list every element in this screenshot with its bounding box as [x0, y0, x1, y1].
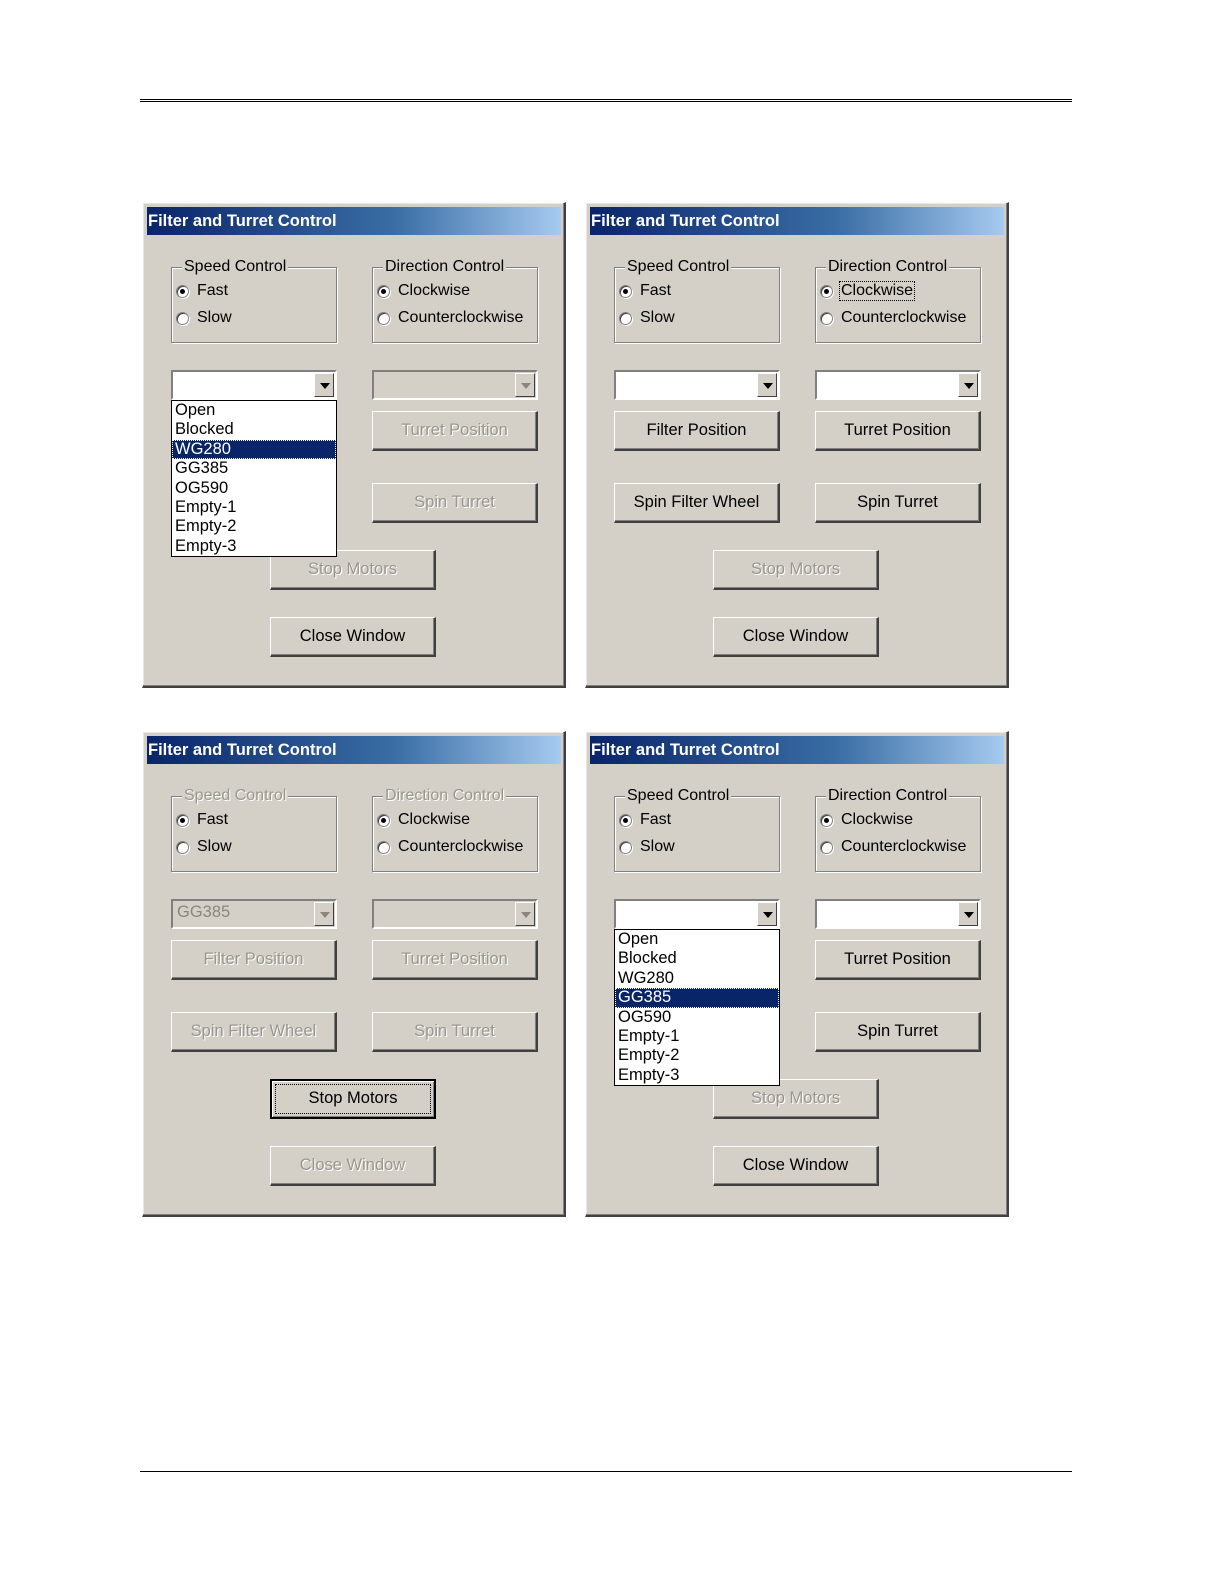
turret-position-button [372, 940, 538, 980]
close-window-button[interactable] [713, 1146, 879, 1186]
radio-option-clockwise[interactable] [377, 280, 471, 302]
spin-filter-wheel-button[interactable] [614, 483, 780, 523]
spin-turret-button-label: Spin Turret [414, 493, 495, 511]
radio-option-clockwise[interactable] [820, 280, 914, 302]
turret-select[interactable] [815, 899, 981, 929]
speed-control-group-label: Speed Control [184, 258, 287, 275]
radio-label: Slow [640, 309, 675, 326]
footer-rule [140, 1471, 1072, 1472]
dropdown-button[interactable] [958, 373, 978, 397]
filter-turret-dialog [142, 202, 566, 688]
stop-motors-button-label: Stop Motors [751, 1089, 840, 1107]
close-window-button-label: Close Window [742, 627, 849, 645]
speed-control-group-label: Speed Control [184, 787, 287, 804]
dropdown-button[interactable] [314, 373, 334, 397]
header-rule-secondary [140, 101, 1072, 102]
radio-button[interactable] [377, 312, 390, 325]
close-window-button-label: Close Window [742, 1156, 849, 1174]
chevron-down-icon [521, 383, 531, 389]
list-item[interactable]: Open [175, 401, 216, 419]
radio-label: Slow [197, 309, 232, 326]
filter-turret-dialog [142, 731, 566, 1217]
radio-option-counterclockwise[interactable] [820, 307, 967, 329]
chevron-down-icon [320, 383, 330, 389]
dropdown-button[interactable] [958, 902, 978, 926]
stop-motors-button-label: Stop Motors [751, 560, 840, 578]
radio-button[interactable] [619, 814, 632, 827]
chevron-down-icon [521, 912, 531, 918]
speed-control-group [614, 258, 780, 343]
spin-turret-button-label: Spin Turret [414, 1022, 495, 1040]
direction-control-group-label: Direction Control [385, 787, 505, 804]
direction-control-group [815, 258, 981, 343]
spin-turret-button [372, 1012, 538, 1052]
radio-label: Clockwise [398, 282, 471, 299]
radio-label: Counterclockwise [841, 309, 967, 326]
stop-motors-button [713, 550, 879, 590]
radio-label: Counterclockwise [398, 309, 524, 326]
chevron-down-icon [763, 912, 773, 918]
list-item[interactable]: Empty-2 [618, 1046, 680, 1065]
filter-position-button [171, 940, 337, 980]
dialog-title: Filter and Turret Control [147, 207, 561, 235]
radio-button[interactable] [176, 312, 189, 325]
radio-button[interactable] [176, 285, 189, 298]
list-item[interactable]: Blocked [175, 420, 234, 439]
speed-control-group-label: Speed Control [627, 258, 730, 275]
turret-position-button-label: Turret Position [401, 950, 508, 968]
speed-control-group [171, 787, 337, 872]
list-item[interactable]: Empty-3 [618, 1065, 680, 1084]
direction-control-group-label: Direction Control [828, 258, 948, 275]
radio-label: Fast [640, 811, 672, 828]
spin-filter-wheel-button [171, 1012, 337, 1052]
filter-position-button-label: Filter Position [646, 421, 747, 439]
list-item[interactable]: Blocked [618, 949, 677, 968]
stop-motors-button-label: Stop Motors [308, 1089, 398, 1107]
radio-option-slow[interactable] [619, 307, 676, 329]
list-item[interactable]: Empty-3 [175, 536, 237, 555]
close-window-button [270, 1146, 436, 1186]
radio-label: Slow [640, 838, 675, 855]
spin-filter-wheel-button-label: Spin Filter Wheel [190, 1022, 317, 1040]
close-window-button[interactable] [713, 617, 879, 657]
list-item[interactable]: Empty-1 [175, 497, 237, 516]
list-item[interactable]: GG385 [615, 988, 779, 1007]
radio-label: Clockwise [841, 811, 914, 828]
radio-button[interactable] [820, 814, 833, 827]
filter-position-button[interactable] [614, 411, 780, 451]
direction-control-group [372, 258, 538, 343]
spin-turret-button[interactable] [815, 483, 981, 523]
radio-label: Counterclockwise [398, 838, 524, 855]
speed-control-group-label: Speed Control [627, 787, 730, 804]
direction-control-group [815, 787, 981, 872]
focus-ring [276, 1085, 430, 1113]
dropdown-button [515, 902, 535, 926]
radio-button[interactable] [619, 312, 632, 325]
turret-position-button-label: Turret Position [844, 950, 951, 968]
turret-position-button[interactable] [815, 940, 981, 980]
turret-select [372, 370, 538, 400]
dropdown-button [314, 902, 334, 926]
spin-turret-button[interactable] [815, 1012, 981, 1052]
dropdown-button[interactable] [757, 373, 777, 397]
speed-control-group [171, 258, 337, 343]
dropdown-button [515, 373, 535, 397]
radio-label: Counterclockwise [841, 838, 967, 855]
list-item[interactable]: WG280 [618, 968, 674, 987]
spin-turret-button-label: Spin Turret [857, 493, 938, 511]
list-item[interactable]: GG385 [175, 459, 229, 478]
filter-select[interactable] [614, 370, 780, 400]
close-window-button-label: Close Window [299, 627, 406, 645]
stop-motors-button[interactable] [270, 1079, 436, 1119]
chevron-down-icon [964, 912, 974, 918]
radio-label: Fast [640, 282, 672, 299]
speed-control-group [614, 787, 780, 872]
list-item[interactable]: WG280 [172, 440, 336, 459]
radio-button[interactable] [377, 285, 390, 298]
turret-position-button[interactable] [815, 411, 981, 451]
radio-button [377, 841, 390, 854]
radio-label: Fast [197, 811, 229, 828]
list-item[interactable]: Empty-1 [618, 1026, 680, 1045]
radio-button [176, 814, 189, 827]
list-item[interactable]: OG590 [618, 1007, 672, 1026]
close-window-button[interactable] [270, 617, 436, 657]
dialog-title: Filter and Turret Control [590, 736, 1004, 764]
spin-turret-button-label: Spin Turret [857, 1022, 938, 1040]
filter-select[interactable] [614, 899, 780, 929]
radio-button [176, 841, 189, 854]
radio-button [377, 814, 390, 827]
radio-option-counterclockwise[interactable] [820, 836, 967, 858]
filter-select[interactable] [171, 370, 337, 400]
filter-turret-dialog [585, 731, 1009, 1217]
radio-option-fast[interactable] [619, 280, 672, 302]
radio-label: Clockwise [398, 811, 471, 828]
radio-option-slow [176, 836, 233, 858]
chevron-down-icon [320, 912, 330, 918]
turret-position-button [372, 411, 538, 451]
chevron-down-icon [763, 383, 773, 389]
radio-button[interactable] [619, 285, 632, 298]
radio-label: Clockwise [841, 282, 914, 299]
filter-position-button-label: Filter Position [203, 950, 304, 968]
header-rule [140, 99, 1072, 100]
radio-option-counterclockwise[interactable] [377, 307, 524, 329]
turret-position-button-label: Turret Position [844, 421, 951, 439]
direction-control-group [372, 787, 538, 872]
dropdown-button[interactable] [757, 902, 777, 926]
radio-option-slow[interactable] [176, 307, 233, 329]
radio-button[interactable] [820, 285, 833, 298]
radio-option-slow[interactable] [619, 836, 676, 858]
spin-turret-button [372, 483, 538, 523]
chevron-down-icon [964, 383, 974, 389]
filter-turret-dialog [585, 202, 1009, 688]
radio-button[interactable] [619, 841, 632, 854]
radio-option-clockwise[interactable] [820, 809, 914, 831]
radio-option-fast[interactable] [619, 809, 672, 831]
filter-dropdown-list[interactable] [614, 929, 780, 1086]
radio-label: Fast [197, 282, 229, 299]
radio-button[interactable] [820, 841, 833, 854]
turret-position-button-label: Turret Position [401, 421, 508, 439]
turret-select[interactable] [815, 370, 981, 400]
close-window-button-label: Close Window [299, 1156, 406, 1174]
direction-control-group-label: Direction Control [385, 258, 505, 275]
dialog-title: Filter and Turret Control [590, 207, 1004, 235]
turret-select [372, 899, 538, 929]
stop-motors-button-label: Stop Motors [308, 560, 397, 578]
spin-filter-wheel-button-label: Spin Filter Wheel [633, 493, 760, 511]
list-item[interactable]: Open [618, 930, 659, 948]
filter-dropdown-list[interactable] [171, 400, 337, 557]
radio-button[interactable] [820, 312, 833, 325]
radio-label: Slow [197, 838, 232, 855]
radio-option-fast [176, 809, 229, 831]
filter-select-value: GG385 [177, 903, 231, 921]
radio-option-counterclockwise [377, 836, 524, 858]
dialog-title: Filter and Turret Control [147, 736, 561, 764]
list-item[interactable]: OG590 [175, 478, 229, 497]
list-item[interactable]: Empty-2 [175, 517, 237, 536]
filter-select [171, 899, 337, 929]
radio-option-clockwise [377, 809, 471, 831]
radio-option-fast[interactable] [176, 280, 229, 302]
direction-control-group-label: Direction Control [828, 787, 948, 804]
